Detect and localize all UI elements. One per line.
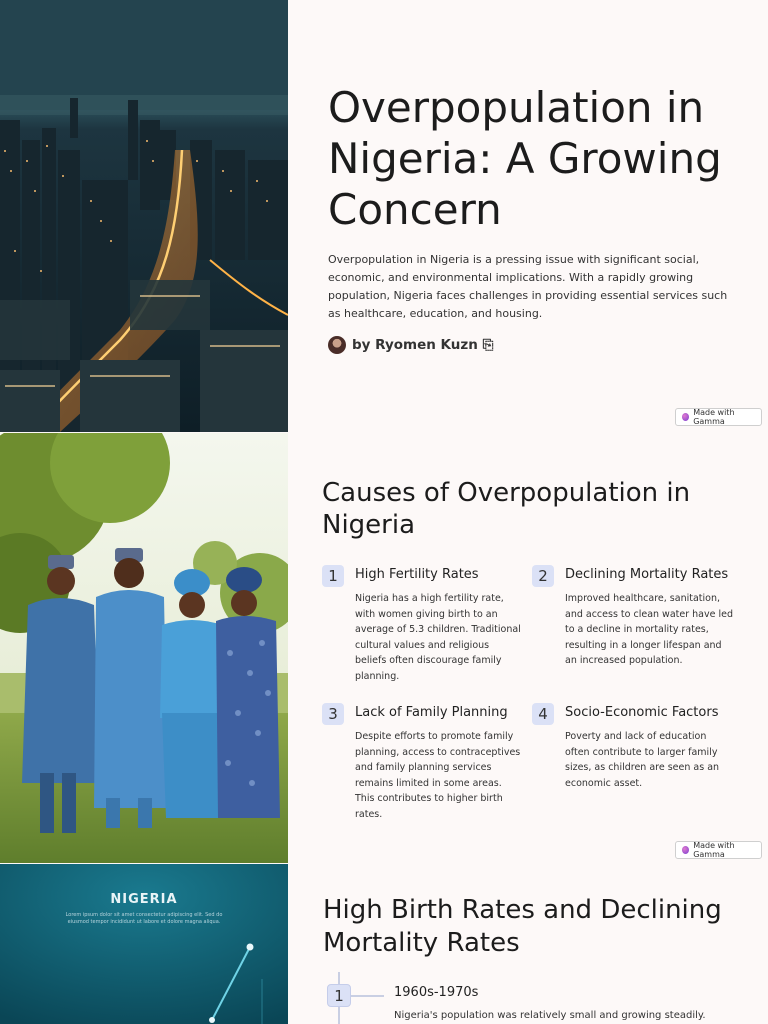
image-heading: NIGERIA [110, 892, 178, 907]
cause-title: Declining Mortality Rates [565, 567, 729, 582]
family-photo-image [0, 433, 288, 863]
cause-title: Socio-Economic Factors [565, 705, 719, 720]
slide-causes [0, 433, 768, 863]
timeline-connector [348, 995, 384, 997]
author-name: by Ryomen Kuzn ⎘ [352, 337, 494, 353]
growth-chart-image [0, 864, 288, 1024]
cause-body: Nigeria has a high fertility rate, with women giving birth to an average of 5.3 children. Traditional cultural values and religious beliefs often discourage family planning. [355, 593, 521, 682]
cause-number: 3 [322, 703, 344, 725]
avatar [328, 336, 346, 354]
timeline-title: 1960s-1970s [394, 985, 479, 1000]
gamma-logo-icon [682, 846, 689, 854]
cause-number: 2 [532, 565, 554, 587]
badge-label: Made with Gamma [693, 841, 735, 859]
page-title: Overpopulation in Nigeria: A Growing Concern [328, 83, 722, 234]
city-night-image [0, 0, 288, 432]
cause-title: High Fertility Rates [355, 567, 479, 582]
slide-title [0, 0, 768, 432]
gamma-logo-icon [682, 413, 689, 421]
timeline-number: 1 [327, 984, 351, 1007]
cause-body: Despite efforts to promote family planning, access to contraceptives and family planning services remains limited in some areas. This contributes to higher birth rates. [355, 731, 521, 820]
cause-body: Improved healthcare, sanitation, and access to clean water have led to a decline in mortality rates, resulting in a longer lifespan and an increased population. [565, 593, 733, 667]
cause-body: Poverty and lack of education often contribute to larger family sizes, as children are seen as an economic asset. [565, 731, 720, 789]
cause-number: 1 [322, 565, 344, 587]
made-with-gamma-badge[interactable] [675, 408, 762, 426]
section-title: Causes of Overpopulation in Nigeria [322, 478, 691, 540]
image-subtitle: Lorem ipsum dolor sit amet consectetur adipiscing elit. Sed do eiusmod tempor incididunt ut labore et dolore magna aliqua. [65, 912, 223, 925]
author-line[interactable] [328, 336, 493, 354]
intro-description: Overpopulation in Nigeria is a pressing issue with significant social, economic, and environmental implications. With a rapidly growing population, Nigeria faces challenges in providing essential services such as healthcare, education, and housing. [328, 253, 728, 320]
slide-birth-rates [0, 864, 768, 1024]
cause-number: 4 [532, 703, 554, 725]
section-title: High Birth Rates and Declining Mortality Rates [323, 895, 722, 958]
badge-label: Made with Gamma [693, 408, 735, 426]
timeline-body: Nigeria's population was relatively small and growing steadily. [394, 1010, 706, 1021]
cause-title: Lack of Family Planning [355, 705, 508, 720]
made-with-gamma-badge[interactable] [675, 841, 762, 859]
